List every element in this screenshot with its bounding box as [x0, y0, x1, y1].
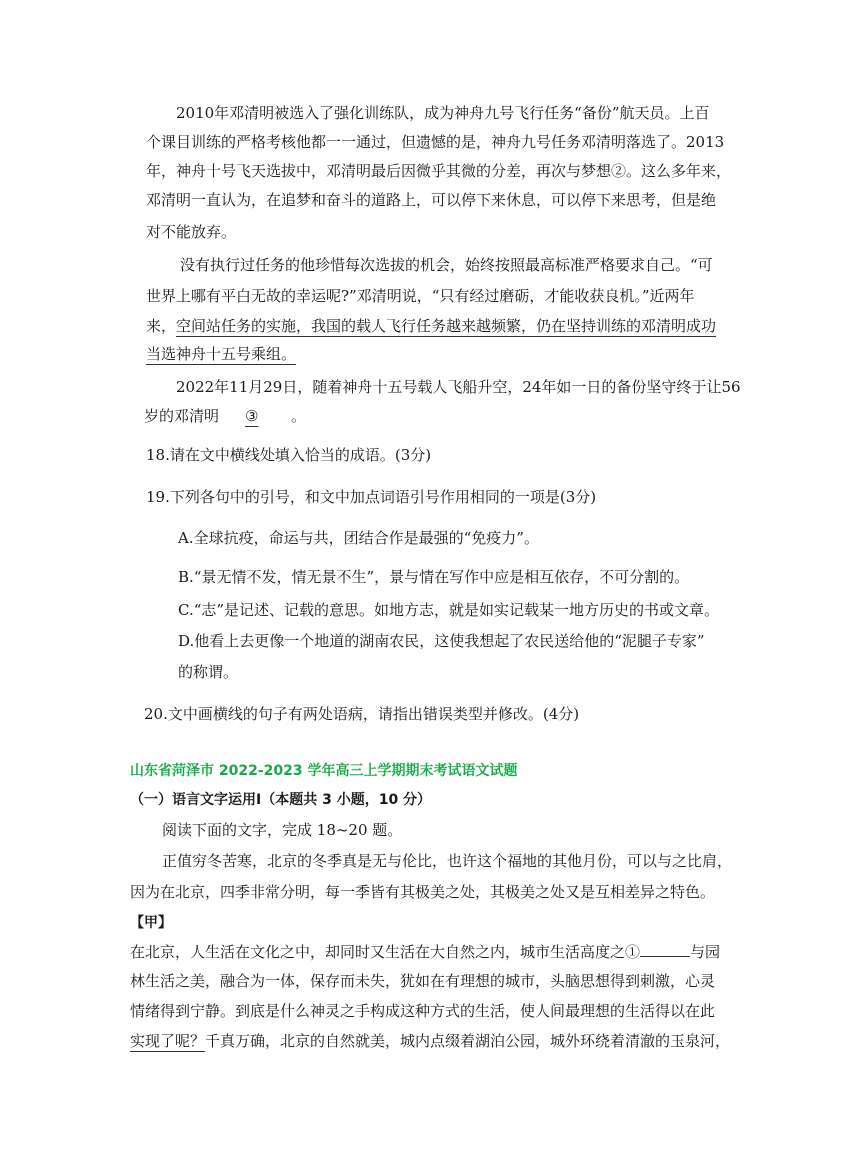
passage1-line-6: 没有执行过任务的他珍惜每次选拔的机会，始终按照最高标准严格要求自己。“可 — [180, 256, 713, 274]
underlined-question: 实现了呢？ — [130, 1032, 206, 1050]
passage1-line-4: 邓清明一直认为，在追梦和奋斗的道路上，可以停下来休息，可以停下来思考，但是绝 — [146, 191, 717, 209]
option-d: D.他看上去更像一个地道的湖南农民，这使我想起了农民送给他的“泥腿子专家” — [178, 632, 705, 650]
section-marker-jia: 【甲】 — [130, 915, 172, 931]
question-20: 20.文中画横线的句子有两处语病，请指出错误类型并修改。(4分) — [144, 705, 580, 723]
passage1-line-11 — [144, 406, 306, 426]
passage2-line-3-text: 在北京，人生活在文化之中，却同时又生活在大自然之内，城市生活高度之① — [130, 943, 641, 961]
passage2-line-3 — [130, 942, 720, 962]
passage2-line-4: 林生活之美，融合为一体，保存而未失，犹如在有理想的城市，头脑思想得到刺激，心灵 — [130, 972, 716, 990]
underlined-sentence-part-1: 空间站任务的实施，我国的载人飞行任务越来越频繁，仍在坚持训练的邓清明成功 — [176, 317, 717, 335]
section-heading: （一）语言文字运用Ⅰ（本题共 3 小题，10 分） — [130, 792, 432, 808]
option-b: B.“景无情不发，情无景不生”，景与情在写作中应是相互依存，不可分割的。 — [178, 568, 690, 586]
passage1-line-3: 年，神舟十号飞天选拔中，邓清明最后因微乎其微的分差，再次与梦想②。这么多年来， — [146, 162, 732, 180]
blank-3-tail: 。 — [291, 407, 307, 425]
passage2-line-6-rest: 千真万确，北京的自然就美，城内点缀着湖泊公园，城外环绕着清澈的玉泉河， — [205, 1032, 731, 1050]
passage2-line-3-tail: 与园 — [690, 943, 721, 961]
passage2-line-1: 正值穷冬苦寒，北京的冬季真是无与伦比，也许这个福地的其他月份，可以与之比肩， — [162, 852, 733, 870]
passage1-line-5: 对不能放弃。 — [146, 223, 237, 241]
blank-3-label: ③ — [245, 407, 259, 425]
passage1-line-8 — [146, 316, 716, 336]
passage1-line-8-prefix: 来， — [146, 317, 177, 335]
question-18: 18.请在文中横线处填入恰当的成语。(3分) — [146, 446, 432, 464]
passage1-line-1: 2010年邓清明被选入了强化训练队，成为神舟九号飞行任务“备份”航天员。上百 — [176, 104, 710, 122]
passage2-line-6 — [130, 1031, 730, 1051]
option-d-continued: 的称谓。 — [178, 663, 239, 681]
passage1-line-7: 世界上哪有平白无故的幸运呢?”邓清明说，“只有经过磨砺，才能收获良机。”近两年 — [146, 287, 695, 305]
passage1-line-10: 2022年11月29日，随着神舟十五号载人飞船升空，24年如一日的备份坚守终于让56 — [176, 378, 741, 396]
passage2-line-5: 情绪得到宁静。到底是什么神灵之手构成这种方式的生活，使人间最理想的生活得以在此 — [130, 1002, 716, 1020]
option-a: A.全球抗疫，命运与共，团结合作是最强的“免疫力”。 — [178, 529, 539, 547]
passage1-line-11-text: 岁的邓清明 — [144, 407, 220, 425]
source-title: 山东省菏泽市 2022-2023 学年高三上学期期末考试语文试题 — [130, 763, 518, 779]
question-19: 19.下列各句中的引号，和文中加点词语引号作用相同的一项是(3分) — [146, 488, 597, 506]
underlined-sentence-part-2: 当选神舟十五号乘组。 — [146, 345, 297, 363]
passage2-line-2: 因为在北京，四季非常分明，每一季皆有其极美之处，其极美之处又是互相差异之特色。 — [130, 883, 716, 901]
passage1-line-2: 个课目训练的严格考核他都一一通过，但遗憾的是，神舟九号任务邓清明落选了。2013 — [146, 133, 725, 151]
blank-1 — [640, 942, 690, 957]
option-c: C.“志”是记述、记载的意思。如地方志，就是如实记载某一地方历史的书或文章。 — [178, 601, 720, 619]
instruction: 阅读下面的文字，完成 18~20 题。 — [162, 821, 403, 839]
passage1-line-9 — [146, 344, 296, 364]
